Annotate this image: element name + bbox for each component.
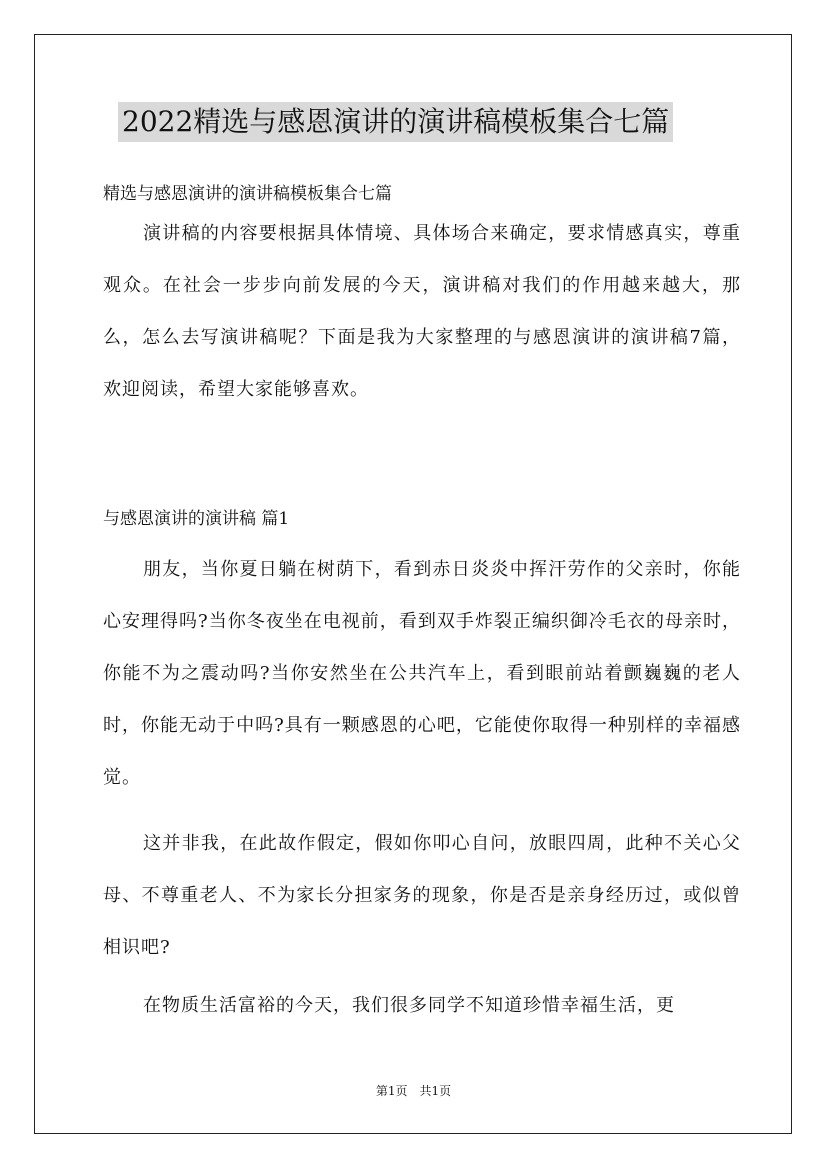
body-paragraph: 这并非我，在此故作假定，假如你叩心自问，放眼四周，此种不关心父母、不尊重老人、不为家长分担家务的现象，你是否是亲身经历过，或似曾相识吧? — [103, 833, 741, 958]
intro-paragraph: 演讲稿的内容要根据具体情境、具体场合来确定，要求情感真实，尊重观众。在社会一步步向前发展的今天，演讲稿对我们的作用越来越大，那么，怎么去写演讲稿呢？下面是我为大家整理的与感恩演讲的演讲稿7篇，欢迎阅读，希望大家能够喜欢。 — [103, 223, 741, 400]
body-paragraph: 朋友，当你夏日躺在树荫下，看到赤日炎炎中挥汗劳作的父亲时，你能心安理得吗?当你冬夜坐在电视前，看到双手炸裂正编织御冷毛衣的母亲时，你能不为之震动吗?当你安然坐在公共汽车上，看到眼前站着颤巍巍的老人时，你能无动于中吗?具有一颗感恩的心吧，它能使你取得一种别样的幸福感觉。 — [103, 559, 741, 788]
body-paragraph: 在物质生活富裕的今天，我们很多同学不知道珍惜幸福生活，更 — [143, 995, 675, 1016]
section-heading: 与感恩演讲的演讲稿 篇1 — [103, 509, 290, 529]
document-title: 2022精选与感恩演讲的演讲稿模板集合七篇 — [118, 102, 673, 142]
document-subtitle: 精选与感恩演讲的演讲稿模板集合七篇 — [103, 184, 392, 204]
page-footer: 第1页 共1页 — [375, 1084, 452, 1098]
